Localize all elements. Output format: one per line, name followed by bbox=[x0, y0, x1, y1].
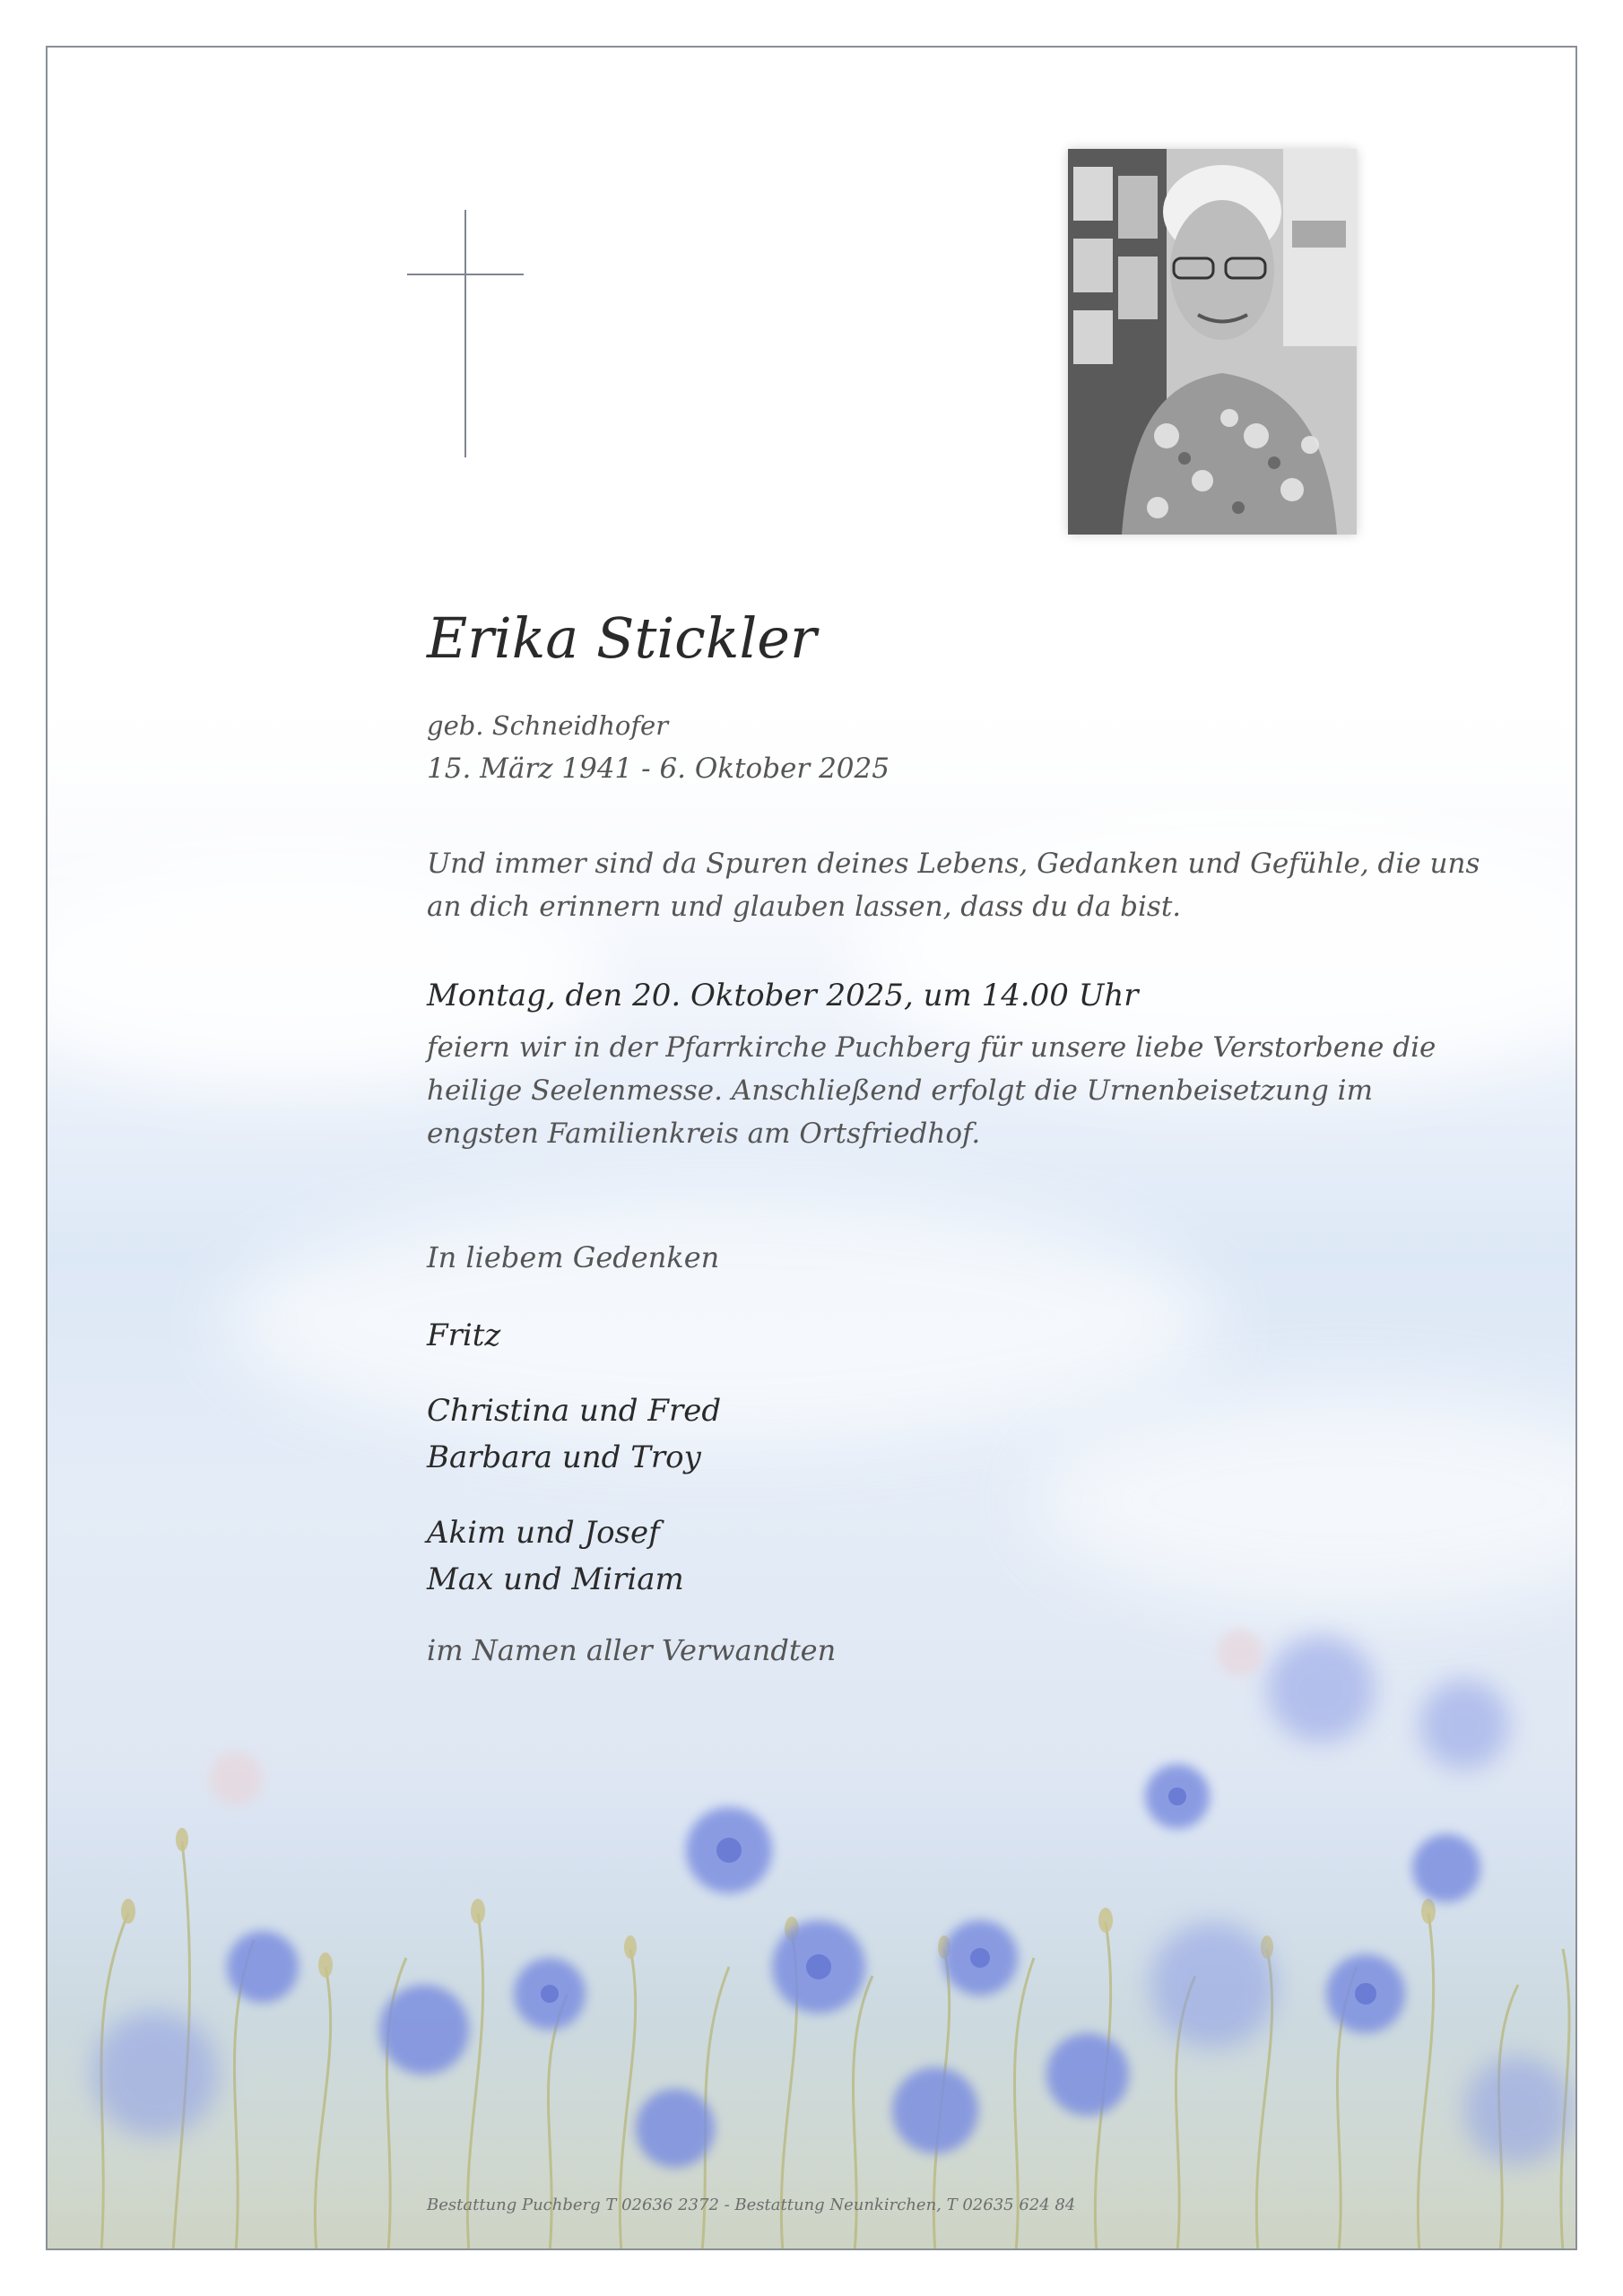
verse-line: an dich erinnern und glauben lassen, dass du da bist. bbox=[427, 891, 1182, 923]
service-date: Montag, den 20. Oktober 2025, um 14.00 Uhr bbox=[427, 978, 1139, 1013]
relatives-closing: im Namen aller Verwandten bbox=[427, 1633, 837, 1667]
life-dates: 15. März 1941 - 6. Oktober 2025 bbox=[427, 752, 890, 785]
cornflower-meadow-image bbox=[48, 1572, 1577, 2250]
mourner-name: Akim und Josef bbox=[427, 1515, 660, 1551]
service-line: feiern wir in der Pfarrkirche Puchberg für unsere liebe Verstorbene die bbox=[427, 1031, 1436, 1064]
mourner-group bbox=[427, 1312, 500, 1359]
mourner-name: Christina und Fred bbox=[427, 1393, 722, 1429]
deceased-name: Erika Stickler bbox=[427, 605, 817, 671]
mourner-group bbox=[427, 1387, 721, 1481]
portrait-photo bbox=[1068, 149, 1357, 535]
obituary-card bbox=[46, 46, 1577, 2250]
service-description bbox=[427, 1026, 1436, 1155]
maiden-name: geb. Schneidhofer bbox=[427, 710, 669, 741]
memory-intro: In liebem Gedenken bbox=[427, 1240, 720, 1274]
mourner-name: Barbara und Troy bbox=[427, 1439, 701, 1475]
funeral-home-footer: Bestattung Puchberg T 02636 2372 - Bestattung Neunkirchen, T 02635 624 84 bbox=[427, 2196, 1076, 2214]
service-line: heilige Seelenmesse. Anschließend erfolgt die Urnenbeisetzung im bbox=[427, 1074, 1373, 1107]
mourner-name: Max und Miriam bbox=[427, 1561, 684, 1597]
verse-line: Und immer sind da Spuren deines Lebens, Gedanken und Gefühle, die uns bbox=[427, 848, 1480, 880]
service-line: engsten Familienkreis am Ortsfriedhof. bbox=[427, 1118, 981, 1150]
mourner-name: Fritz bbox=[427, 1318, 501, 1353]
mourner-group bbox=[427, 1509, 684, 1603]
memorial-verse bbox=[427, 842, 1480, 928]
